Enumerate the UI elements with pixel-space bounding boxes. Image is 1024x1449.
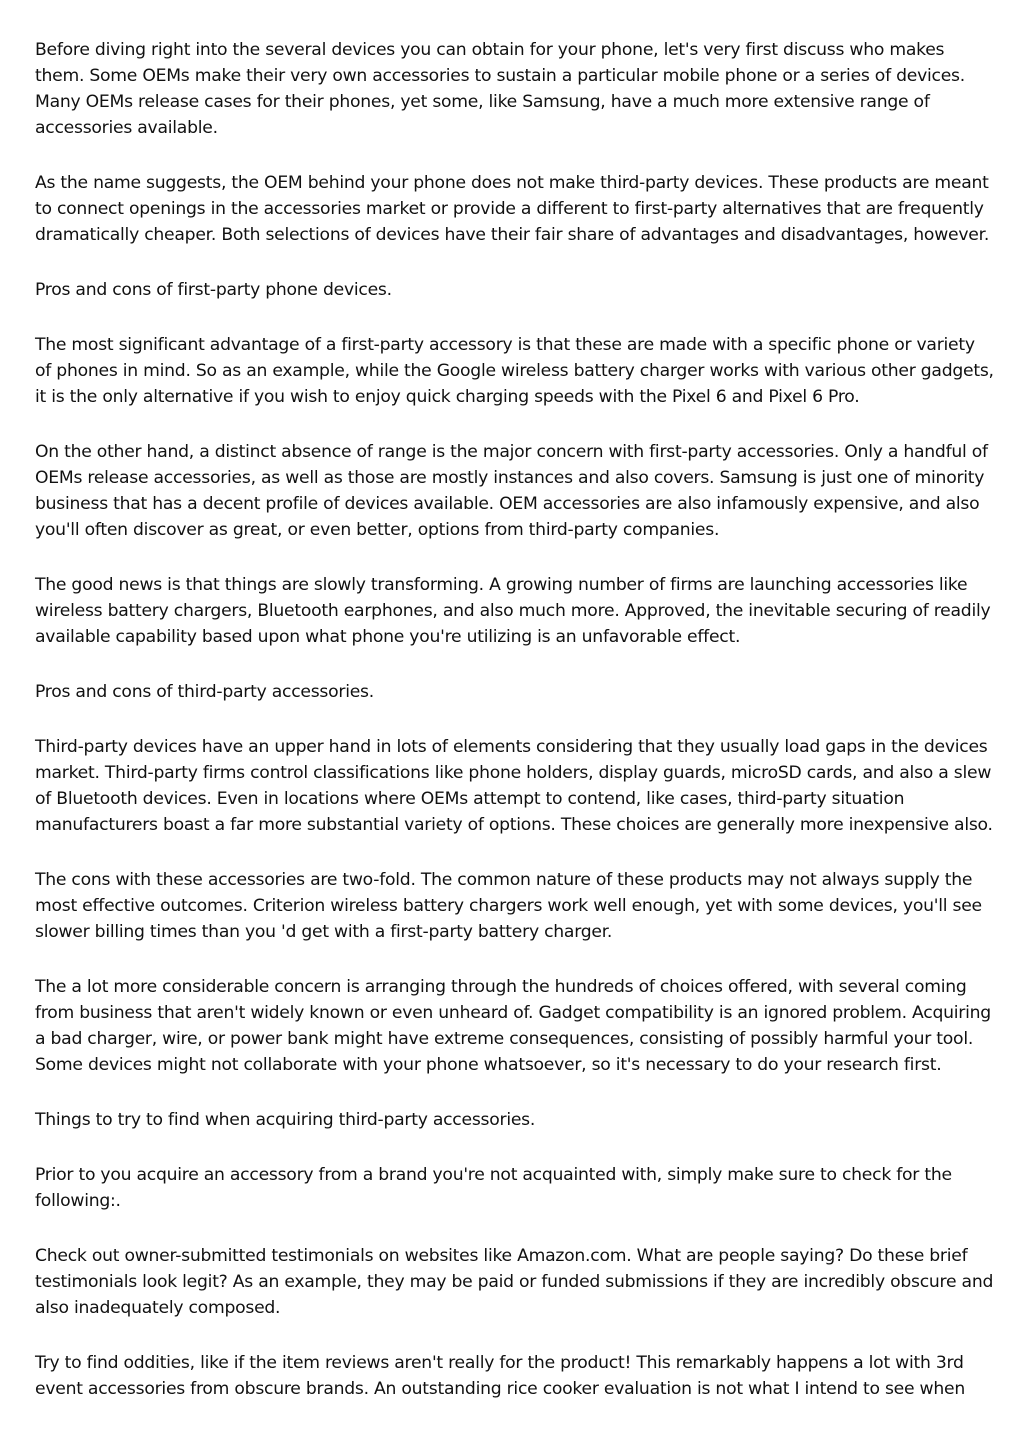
paragraph: On the other hand, a distinct absence of range is the major concern with first-party accessories. Only a handful of OEMs release accessories, as well as those are mostly instances and also covers. Samsung is just one of minority business that has a decent profile of devices available. OEM accessories are also infamously expensive, and also you'll often discover as great, or even better, options from third-party companies. bbox=[35, 442, 988, 540]
paragraph: Before diving right into the several devices you can obtain for your phone, let's very first discuss who makes them. Some OEMs make their very own accessories to sustain a particular mobile phone or a series of devices. Many OEMs release cases for their phones, yet some, like Samsung, have a much more extensive range of accessories available. bbox=[35, 40, 965, 138]
paragraph: Prior to you acquire an accessory from a brand you're not acquainted with, simply make sure to check for the following:. bbox=[35, 1165, 952, 1211]
document-body bbox=[35, 37, 995, 1431]
paragraph: The most significant advantage of a first-party accessory is that these are made with a specific phone or variety of phones in mind. So as an example, while the Google wireless battery charger works with various other gadgets, it is the only alternative if you wish to enjoy quick charging speeds with the Pixel 6 and Pixel 6 Pro. bbox=[35, 335, 994, 407]
paragraph: Third-party devices have an upper hand in lots of elements considering that they usually load gaps in the devices market. Third-party firms control classifications like phone holders, display guards, microSD cards, and also a slew of Bluetooth devices. Even in locations where OEMs attempt to contend, like cases, third-party situation manufacturers boast a far more substantial variety of options. These choices are generally more inexpensive also. bbox=[35, 737, 993, 835]
paragraph: Try to find oddities, like if the item reviews aren't really for the product! This remarkably happens a lot with 3rd event accessories from obscure brands. An outstanding rice cooker evaluation is not what I intend to see when bbox=[35, 1353, 965, 1399]
paragraph: The good news is that things are slowly transforming. A growing number of firms are launching accessories like wireless battery chargers, Bluetooth earphones, and also much more. Approved, the inevitable securing of readily available capability based upon what phone you're utilizing is an unfavorable effect. bbox=[35, 575, 991, 647]
section-heading: Pros and cons of third-party accessories. bbox=[35, 682, 374, 702]
section-heading: Things to try to find when acquiring third-party accessories. bbox=[35, 1110, 536, 1130]
section-heading: Pros and cons of first-party phone devices. bbox=[35, 280, 392, 300]
paragraph: As the name suggests, the OEM behind your phone does not make third-party devices. These products are meant to connect openings in the accessories market or provide a different to first-party alternatives that are frequently dramatically cheaper. Both selections of devices have their fair share of advantages and disadvantages, however. bbox=[35, 173, 990, 245]
paragraph: The a lot more considerable concern is arranging through the hundreds of choices offered, with several coming from business that aren't widely known or even unheard of. Gadget compatibility is an ignored problem. Acquiring a bad charger, wire, or power bank might have extreme consequences, consisting of possibly harmful your tool. Some devices might not collaborate with your phone whatsoever, so it's necessary to do your research first. bbox=[35, 977, 991, 1075]
paragraph: The cons with these accessories are two-fold. The common nature of these products may not always supply the most effective outcomes. Criterion wireless battery chargers work well enough, yet with some devices, you'll see slower billing times than you 'd get with a first-party battery charger. bbox=[35, 870, 982, 942]
paragraph: Check out owner-submitted testimonials on websites like Amazon.com. What are people saying? Do these brief testimonials look legit? As an example, they may be paid or funded submissions if they are incredibly obscure and also inadequately composed. bbox=[35, 1246, 994, 1318]
